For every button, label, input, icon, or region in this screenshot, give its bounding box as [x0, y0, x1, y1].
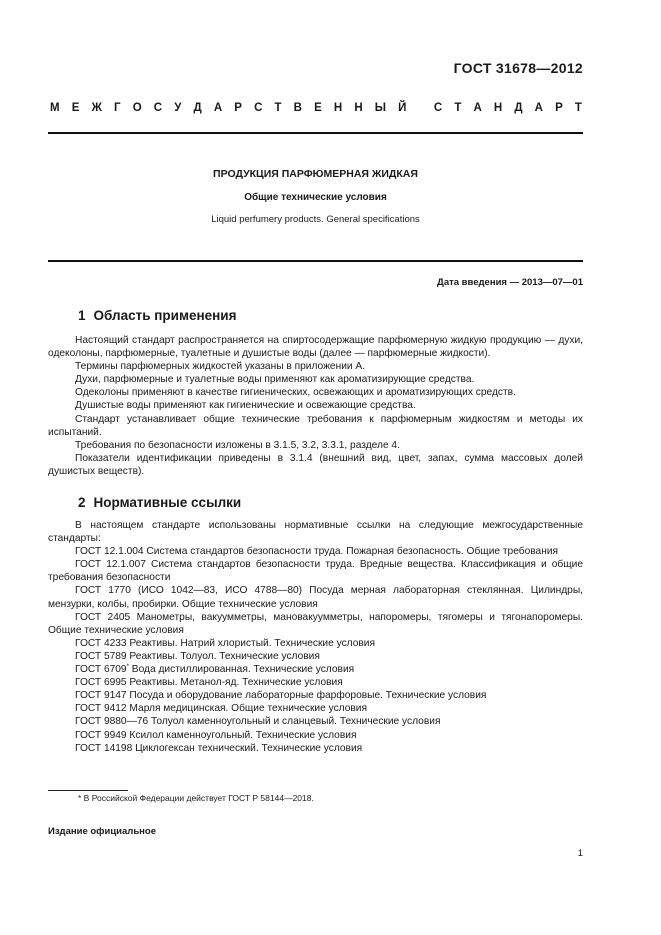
section-title: Область применения: [93, 308, 237, 323]
banner-letter: Д: [514, 102, 523, 114]
banner-letter: В: [293, 102, 302, 114]
reference-item: ГОСТ 12.1.007 Система стандартов безопасности труда. Вредные вещества. Классификация и общие требования безопасности: [48, 559, 583, 584]
title-main: ПРОДУКЦИЯ ПАРФЮМЕРНАЯ ЖИДКАЯ: [213, 168, 418, 180]
reference-item: ГОСТ 9949 Ксилол каменноугольный. Технические условия: [75, 729, 357, 741]
banner-letter: О: [132, 102, 142, 114]
section-number: 1: [78, 308, 86, 323]
banner-letter: Е: [71, 102, 80, 114]
banner-letter: Ы: [374, 102, 387, 114]
section-number: 2: [78, 495, 86, 510]
section-2-body: [48, 519, 583, 755]
reference-code: ГОСТ 6709: [75, 664, 127, 676]
title-rule: [48, 260, 583, 262]
banner-letter: Т: [454, 102, 462, 114]
reference-item: ГОСТ 4233 Реактивы. Натрий хлористый. Технические условия: [75, 637, 376, 649]
section-1-heading: [78, 308, 236, 323]
reference-item: ГОСТ 12.1.004 Система стандартов безопасности труда. Пожарная безопасность. Общие требования: [75, 546, 559, 558]
banner-letter: С: [153, 102, 163, 114]
footnote-mark: *: [126, 664, 129, 671]
section-title: Нормативные ссылки: [93, 495, 242, 510]
banner-letter: У: [174, 102, 182, 114]
banner-letter: А: [213, 102, 223, 114]
paragraph: Одеколоны применяют в качестве гигиенических, освежающих и ароматизирующих средств.: [75, 387, 516, 399]
title-english: Liquid perfumery products. General specifications: [211, 214, 420, 225]
reference-item: ГОСТ 9412 Марля медицинская. Общие технические условия: [75, 703, 368, 715]
banner-letter: Р: [234, 102, 242, 114]
paragraph: Требования по безопасности изложены в 3.1.5, 3.2, 3.3.1, разделе 4.: [75, 439, 400, 451]
banner-letter: Й: [398, 102, 407, 114]
reference-item: ГОСТ 5789 Реактивы. Толуол. Технические условия: [75, 650, 320, 662]
banner-letter: С: [433, 102, 443, 114]
reference-title: Вода дистиллированная. Технические условия: [128, 664, 355, 676]
banner-letter: Т: [574, 102, 582, 114]
banner-letter: Г: [114, 102, 121, 114]
reference-item: ГОСТ 9147 Посуда и оборудование лабораторные фарфоровые. Технические условия: [75, 690, 487, 702]
banner-letter: Р: [555, 102, 563, 114]
banner-letter: М: [50, 102, 60, 114]
banner-letter: Д: [193, 102, 202, 114]
banner-letter: Е: [314, 102, 322, 114]
banner-letter: Н: [354, 102, 363, 114]
section-1-body: [48, 334, 583, 478]
banner-letter: А: [473, 102, 482, 114]
reference-item: ГОСТ 6995 Реактивы. Метанол-яд. Технические условия: [75, 677, 343, 689]
footnote: * В Российской Федерации действует ГОСТ Р 58144—2018.: [78, 793, 314, 803]
paragraph: Духи, парфюмерные и туалетные воды применяют как ароматизирующие средства.: [75, 374, 475, 386]
footnote-rule: [48, 790, 128, 791]
paragraph: Настоящий стандарт распространяется на спиртосодержащие парфюмерную жидкую продукцию — духи, одеколоны, парфюмерные, туалетные и душистые воды (далее — парфюмерные жидкости).: [48, 335, 583, 360]
interstate-standard-banner: [50, 102, 582, 114]
page-number: 1: [577, 848, 583, 859]
banner-letter: Н: [493, 102, 503, 114]
banner-letter: Т: [274, 102, 282, 114]
banner-letter: Ж: [91, 102, 102, 114]
reference-item: [48, 663, 583, 676]
header-rule: [48, 132, 583, 134]
paragraph: Показатели идентификации приведены в 3.1.4 (внешний вид, цвет, запах, сумма массовых долей душистых веществ).: [48, 452, 583, 477]
paragraph: Термины парфюмерных жидкостей указаны в приложении А.: [75, 361, 366, 373]
reference-item: ГОСТ 1770 (ИСО 1042—83, ИСО 4788—80) Посуда мерная лабораторная стеклянная. Цилиндры, мензурки, колбы, пробирки. Общие технические условия: [48, 585, 583, 610]
banner-letter: А: [534, 102, 543, 114]
introduction-date: Дата введения — 2013—07—01: [437, 277, 583, 288]
paragraph: В настоящем стандарте использованы нормативные ссылки на следующие межгосударственные стандарты:: [48, 520, 583, 545]
reference-item: ГОСТ 2405 Манометры, вакуумметры, мановакуумметры, напоромеры, тягомеры и тягонапоромеры. Общие технические условия: [48, 611, 583, 636]
paragraph: Душистые воды применяют как гигиенические и освежающие средства.: [75, 400, 416, 412]
paragraph: Стандарт устанавливает общие технические требования к парфюмерным жидкостям и методы их испытаний.: [48, 413, 583, 438]
gost-code: ГОСТ 31678—2012: [453, 60, 583, 76]
banner-letter: Н: [333, 102, 343, 114]
banner-letter: С: [254, 102, 263, 114]
official-edition-label: Издание официальное: [48, 826, 156, 837]
title-subtitle: Общие технические условия: [244, 192, 387, 203]
reference-item: ГОСТ 9880—76 Толуол каменноугольный и сланцевый. Технические условия: [75, 716, 441, 728]
reference-item: ГОСТ 14198 Циклогексан технический. Технические условия: [75, 742, 363, 754]
section-2-heading: [78, 495, 241, 510]
banner-letter: [419, 102, 422, 114]
